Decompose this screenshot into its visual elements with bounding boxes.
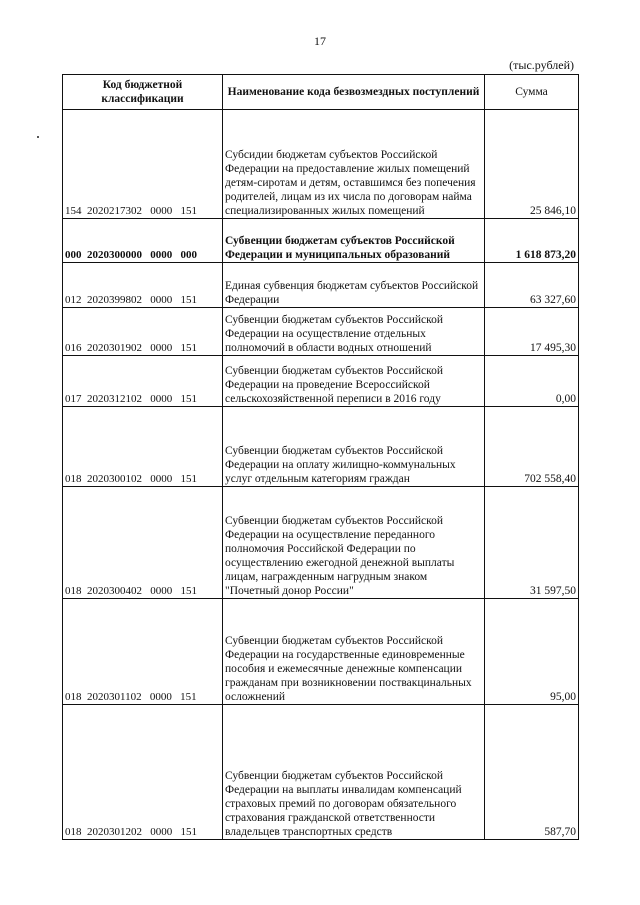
row-code: 018 2020300402 0000 151 xyxy=(63,487,223,599)
table-row xyxy=(63,356,579,407)
header-amount: Сумма xyxy=(485,75,579,110)
row-code: 018 2020301202 0000 151 xyxy=(63,705,223,840)
row-name: Субвенции бюджетам субъектов Российской Федерации на осуществление переданного полномочия Российской Федерации по осуществлению ежегодной денежной выплаты лицам, награжденным нагрудным знаком "Почетный донор России" xyxy=(223,487,485,599)
row-code: 017 2020312102 0000 151 xyxy=(63,356,223,407)
table-row xyxy=(63,110,579,219)
row-amount: 587,70 xyxy=(485,705,579,840)
table-row xyxy=(63,308,579,356)
table-row xyxy=(63,407,579,487)
header-code: Код бюджетной классификации xyxy=(63,75,223,110)
row-code: 018 2020301102 0000 151 xyxy=(63,599,223,705)
header-name: Наименование кода безвозмездных поступлений xyxy=(223,75,485,110)
row-amount: 0,00 xyxy=(485,356,579,407)
table-row xyxy=(63,263,579,308)
page-number: 17 xyxy=(314,34,326,48)
row-name: Единая субвенция бюджетам субъектов Российской Федерации xyxy=(223,263,485,308)
table-row xyxy=(63,599,579,705)
row-code: 154 2020217302 0000 151 xyxy=(63,110,223,219)
row-amount: 95,00 xyxy=(485,599,579,705)
budget-table xyxy=(62,74,579,840)
row-name: Субвенции бюджетам субъектов Российской Федерации на государственные единовременные пособия и ежемесячные денежные компенсации гражданам при возникновении поствакцинальных осложнений xyxy=(223,599,485,705)
table-row xyxy=(63,705,579,840)
row-name: Субвенции бюджетам субъектов Российской Федерации и муниципальных образований xyxy=(223,219,485,263)
scan-speck xyxy=(37,136,39,138)
row-code: 000 2020300000 0000 000 xyxy=(63,219,223,263)
row-code: 016 2020301902 0000 151 xyxy=(63,308,223,356)
row-name: Субвенции бюджетам субъектов Российской Федерации на проведение Всероссийской сельскохозяйственной переписи в 2016 году xyxy=(223,356,485,407)
row-amount: 17 495,30 xyxy=(485,308,579,356)
row-name: Субвенции бюджетам субъектов Российской Федерации на выплаты инвалидам компенсаций страховых премий по договорам обязательного страхования гражданской ответственности владельцев транспортных средств xyxy=(223,705,485,840)
row-amount: 25 846,10 xyxy=(485,110,579,219)
row-amount: 63 327,60 xyxy=(485,263,579,308)
row-name: Субвенции бюджетам субъектов Российской Федерации на оплату жилищно-коммунальных услуг отдельным категориям граждан xyxy=(223,407,485,487)
table-row xyxy=(63,487,579,599)
row-name: Субвенции бюджетам субъектов Российской Федерации на осуществление отдельных полномочий в области водных отношений xyxy=(223,308,485,356)
row-code: 018 2020300102 0000 151 xyxy=(63,407,223,487)
row-name: Субсидии бюджетам субъектов Российской Федерации на предоставление жилых помещений детям-сиротам и детям, оставшимся без попечения родителей, лицам из их числа по договорам найма специализированных жилых помещений xyxy=(223,110,485,219)
row-code: 012 2020399802 0000 151 xyxy=(63,263,223,308)
row-amount: 31 597,50 xyxy=(485,487,579,599)
row-amount: 1 618 873,20 xyxy=(485,219,579,263)
table-row xyxy=(63,219,579,263)
table-header-row xyxy=(63,75,579,110)
units-label: (тыс.рублей) xyxy=(509,58,574,72)
row-amount: 702 558,40 xyxy=(485,407,579,487)
